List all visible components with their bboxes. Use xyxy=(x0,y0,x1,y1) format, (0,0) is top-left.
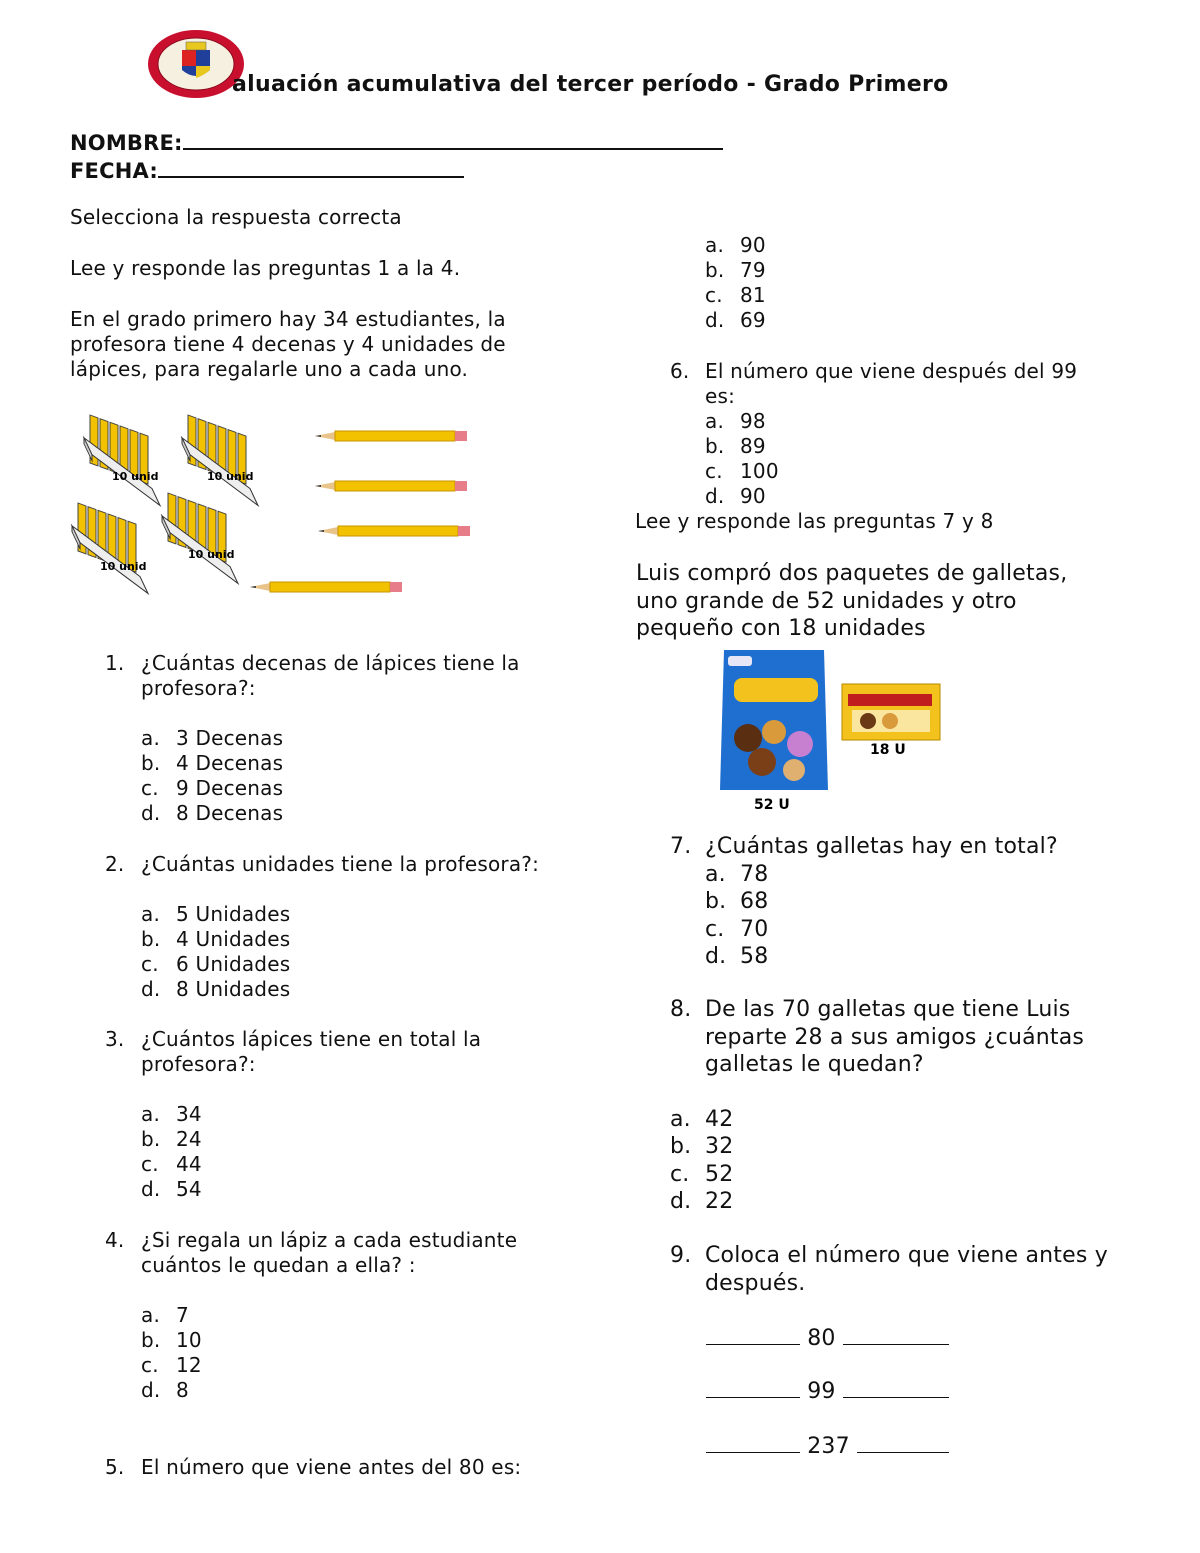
fecha-label: FECHA: xyxy=(70,159,158,183)
option-b[interactable]: b. 4 Unidades xyxy=(141,927,291,951)
option-b[interactable]: b. 4 Decenas xyxy=(141,751,284,775)
option-a[interactable]: a. 5 Unidades xyxy=(141,902,291,926)
question-text: El número que viene antes del 80 es: xyxy=(141,1455,522,1479)
option-d[interactable]: d. 8 Unidades xyxy=(141,977,291,1001)
question-number: 1. xyxy=(105,651,125,675)
question-8 xyxy=(670,996,1084,1216)
sequence-number: 80 xyxy=(807,1326,836,1351)
nombre-label: NOMBRE: xyxy=(70,131,183,155)
question-4 xyxy=(105,1228,517,1403)
sequence-row xyxy=(706,1433,949,1461)
loose-pencil xyxy=(318,526,470,536)
sequence-row xyxy=(706,1325,949,1353)
option-d[interactable]: d. 54 xyxy=(141,1177,202,1201)
option-a[interactable]: a. 90 xyxy=(705,233,766,257)
question-text: El número que viene después del 99 xyxy=(705,359,1078,383)
option-b[interactable]: b. 24 xyxy=(141,1127,202,1151)
question-5-options xyxy=(705,233,766,333)
question-3 xyxy=(105,1027,481,1202)
question-9 xyxy=(670,1242,1108,1297)
question-text: profesora?: xyxy=(141,1052,256,1076)
nombre-field xyxy=(70,128,723,156)
question-6 xyxy=(670,359,1077,509)
question-text: ¿Si regala un lápiz a cada estudiante xyxy=(141,1228,518,1252)
cookie-figure xyxy=(718,646,948,816)
option-a[interactable]: a. 3 Decenas xyxy=(141,726,284,750)
large-cookie-bag xyxy=(720,650,828,790)
question-text: después. xyxy=(705,1270,806,1296)
story-paragraph xyxy=(70,307,506,382)
small-cookie-pack xyxy=(842,684,940,740)
instruction: Selecciona la respuesta correcta xyxy=(70,205,402,229)
option-c[interactable]: c. 12 xyxy=(141,1353,202,1377)
option-a[interactable]: a. 78 xyxy=(705,861,769,887)
option-c[interactable]: c. 9 Decenas xyxy=(141,776,284,800)
nombre-blank[interactable] xyxy=(183,128,723,150)
option-d[interactable]: d. 8 Decenas xyxy=(141,801,284,825)
option-a[interactable]: a. 98 xyxy=(705,409,766,433)
option-d[interactable]: d. 22 xyxy=(670,1189,734,1214)
page-title: aluación acumulativa del tercer período - Grado Primero xyxy=(232,72,949,97)
question-number: 7. xyxy=(670,834,692,859)
pencil-figure xyxy=(60,400,480,600)
box-label: 10 unid xyxy=(100,560,147,573)
option-b[interactable]: b. 68 xyxy=(705,889,769,914)
option-d[interactable]: d. 69 xyxy=(705,308,766,332)
question-text: Coloca el número que viene antes y xyxy=(705,1243,1108,1268)
read-instruction-7-8: Lee y responde las preguntas 7 y 8 xyxy=(635,509,994,533)
option-c[interactable]: c. 81 xyxy=(705,283,766,307)
question-text: ¿Cuántas decenas de lápices tiene la xyxy=(141,651,520,675)
story-line: profesora tiene 4 decenas y 4 unidades de xyxy=(70,332,506,356)
option-b[interactable]: b. 10 xyxy=(141,1328,202,1352)
question-number: 6. xyxy=(670,359,690,383)
before-blank[interactable] xyxy=(706,1436,800,1453)
after-blank[interactable] xyxy=(857,1436,949,1453)
question-number: 4. xyxy=(105,1228,125,1252)
question-text: ¿Cuántas galletas hay en total? xyxy=(705,834,1058,859)
sequence-number: 237 xyxy=(807,1434,850,1459)
option-a[interactable]: a. 7 xyxy=(141,1303,189,1327)
option-c[interactable]: c. 52 xyxy=(670,1161,734,1187)
question-number: 5. xyxy=(105,1455,125,1479)
question-number: 8. xyxy=(670,997,692,1022)
question-number: 2. xyxy=(105,852,125,876)
question-number: 9. xyxy=(670,1243,692,1268)
option-c[interactable]: c. 100 xyxy=(705,459,779,483)
story-line: En el grado primero hay 34 estudiantes, la xyxy=(70,307,506,331)
option-a[interactable]: a. 42 xyxy=(670,1106,734,1132)
story-line: lápices, para regalarle uno a cada uno. xyxy=(70,357,469,381)
story-line: pequeño con 18 unidades xyxy=(636,616,926,641)
question-number: 3. xyxy=(105,1027,125,1051)
question-text: De las 70 galletas que tiene Luis xyxy=(705,997,1071,1022)
option-b[interactable]: b. 79 xyxy=(705,258,766,282)
question-text: es: xyxy=(705,384,736,408)
story-line: uno grande de 52 unidades y otro xyxy=(636,588,1017,614)
question-text: galletas le quedan? xyxy=(705,1052,924,1077)
before-blank[interactable] xyxy=(706,1381,800,1398)
question-7 xyxy=(670,833,1058,971)
question-1 xyxy=(105,651,520,826)
question-5 xyxy=(105,1455,521,1480)
option-b[interactable]: b. 32 xyxy=(670,1134,734,1159)
sequence-number: 99 xyxy=(807,1379,836,1404)
box-label: 10 unid xyxy=(207,470,254,483)
story-line: Luis compró dos paquetes de galletas, xyxy=(636,561,1068,586)
after-blank[interactable] xyxy=(843,1328,949,1345)
read-instruction-1-4: Lee y responde las preguntas 1 a la 4. xyxy=(70,256,461,280)
question-text: ¿Cuántas unidades tiene la profesora?: xyxy=(141,852,540,876)
fecha-blank[interactable] xyxy=(158,156,464,178)
school-logo xyxy=(146,28,246,100)
loose-pencil xyxy=(250,582,402,592)
question-text: reparte 28 a sus amigos ¿cuántas xyxy=(705,1024,1085,1050)
option-c[interactable]: c. 70 xyxy=(705,916,769,942)
option-c[interactable]: c. 6 Unidades xyxy=(141,952,291,976)
after-blank[interactable] xyxy=(843,1381,949,1398)
question-2 xyxy=(105,852,539,1002)
question-text: ¿Cuántos lápices tiene en total la xyxy=(141,1027,482,1051)
loose-pencil xyxy=(315,431,467,441)
option-a[interactable]: a. 34 xyxy=(141,1102,202,1126)
large-bag-label: 52 U xyxy=(754,797,790,813)
option-d[interactable]: d. 58 xyxy=(705,944,769,969)
box-label: 10 unid xyxy=(188,548,235,561)
option-d[interactable]: d. 8 xyxy=(141,1378,189,1402)
option-c[interactable]: c. 44 xyxy=(141,1152,202,1176)
story2-paragraph xyxy=(636,560,1067,643)
question-text: cuántos le quedan a ella? : xyxy=(141,1253,416,1277)
small-pack-label: 18 U xyxy=(870,742,906,758)
box-label: 10 unid xyxy=(112,470,159,483)
question-text: profesora?: xyxy=(141,676,256,700)
option-d[interactable]: d. 90 xyxy=(705,484,766,508)
sequence-row xyxy=(706,1378,949,1406)
loose-pencil xyxy=(315,481,467,491)
before-blank[interactable] xyxy=(706,1328,800,1345)
option-b[interactable]: b. 89 xyxy=(705,434,766,458)
fecha-field xyxy=(70,156,464,184)
